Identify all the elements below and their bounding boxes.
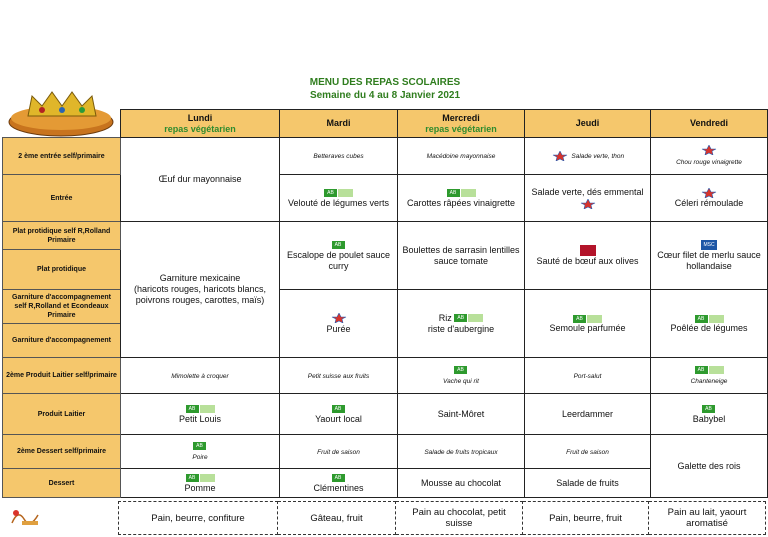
- dish-text: Fruit de saison: [566, 448, 609, 456]
- cell-mardi-entree2: [280, 138, 398, 175]
- local-star-icon: [700, 145, 718, 155]
- cell-mercredi-laitier2: [398, 358, 525, 394]
- cell-lundi-laitier: [121, 394, 280, 435]
- dish-text: Galette des rois: [677, 460, 741, 471]
- day-name: Mercredi: [442, 112, 480, 123]
- cell-jeudi-laitier2: [525, 358, 651, 394]
- local-star-icon: [579, 199, 597, 209]
- dish-text: Velouté de légumes verts: [287, 197, 390, 208]
- cell-lundi-laitier2: [121, 358, 280, 394]
- bio-label-icon: AB: [702, 405, 715, 413]
- gouter-jeudi: Pain, beurre, fruit: [523, 502, 649, 535]
- dish-text: Petit suisse aux fruits: [307, 372, 370, 380]
- bio-label-icon: [200, 405, 215, 413]
- cell-jeudi-plat: [525, 222, 651, 290]
- vegetarian-tag: repas végétarien: [425, 123, 497, 134]
- cell-mercredi-dessert: [398, 469, 525, 498]
- day-header-jeudi: [525, 110, 651, 138]
- cell-lundi-dessert2: [121, 435, 280, 469]
- dish-text: Garniture mexicaine: [159, 273, 241, 283]
- cell-jeudi-dessert: [525, 469, 651, 498]
- local-star-icon: [700, 188, 718, 198]
- dish-text: Babybel: [692, 413, 726, 424]
- dish-text: Mimolette à croquer: [171, 372, 229, 380]
- dish-text: Clémentines: [313, 482, 364, 493]
- dish-text: Yaourt local: [315, 413, 362, 424]
- bio-label-icon: AB: [332, 241, 345, 249]
- dish-text: Semoule parfumée: [549, 323, 626, 333]
- dish-text: Cœur filet de merlu sauce hollandaise: [657, 250, 761, 271]
- row-header-dessert: Dessert: [3, 469, 121, 498]
- msc-fish-icon: MSC: [701, 240, 717, 250]
- dish-text: Fruit de saison: [317, 448, 360, 456]
- gouter-vendredi: Pain au lait, yaourt aromatisé: [649, 502, 766, 535]
- bio-label-icon: AB: [332, 474, 345, 482]
- dish-text: Saint-Môret: [437, 408, 485, 419]
- menu-title: [240, 76, 530, 102]
- cell-lundi-entree: [121, 138, 280, 222]
- bio-label-icon: [587, 315, 602, 323]
- dish-text: Leerdammer: [561, 408, 614, 419]
- gouter-mardi: Gâteau, fruit: [278, 502, 396, 535]
- cell-vendredi-dessert: [651, 435, 768, 498]
- cell-vendredi-laitier2: [651, 358, 768, 394]
- dish-text: Betteraves cubes: [313, 153, 364, 160]
- bio-label-icon: AB: [186, 405, 199, 413]
- beef-origin-icon: [580, 245, 596, 256]
- dish-text: Petit Louis: [178, 413, 222, 424]
- day-header-lundi: [121, 110, 280, 138]
- row-header-entree: Entrée: [3, 175, 121, 222]
- dish-text: Chou rouge vinaigrette: [676, 158, 742, 166]
- cell-jeudi-entree: [525, 175, 651, 222]
- day-header-mercredi: [398, 110, 525, 138]
- gouter-signature-icon: [8, 505, 44, 529]
- dish-text: Boulettes de sarrasin lentilles sauce tomate: [402, 244, 520, 266]
- table-corner: [3, 110, 121, 138]
- cell-mercredi-garniture: [398, 290, 525, 358]
- cell-jeudi-dessert2: [525, 435, 651, 469]
- cell-mercredi-dessert2: [398, 435, 525, 469]
- vegetarian-tag: repas végétarien: [164, 123, 236, 134]
- gouter-mercredi: Pain au chocolat, petit suisse: [396, 502, 523, 535]
- bio-label-icon: AB: [454, 366, 467, 374]
- dish-text: Carottes râpées vinaigrette: [406, 197, 516, 208]
- local-star-icon: [551, 151, 569, 161]
- dish-text: Chanteneige: [690, 377, 728, 385]
- cell-jeudi-entree2: [525, 138, 651, 175]
- day-header-vendredi: [651, 110, 768, 138]
- dish-text: Salade verte, thon: [571, 153, 625, 160]
- title-line2: Semaine du 4 au 8 Janvier 2021: [309, 90, 461, 101]
- dish-text: Salade de fruits tropicaux: [424, 448, 498, 456]
- menu-table: [2, 109, 768, 498]
- title-line1: MENU DES REPAS SCOLAIRES: [309, 77, 461, 88]
- row-header-laitier: Produit Laitier: [3, 394, 121, 435]
- cell-mardi-laitier2: [280, 358, 398, 394]
- row-header-entree2: 2 ème entrée self/primaire: [3, 138, 121, 175]
- cell-mardi-plat: [280, 222, 398, 290]
- dish-text: Poire: [192, 453, 208, 461]
- gouter-table: [118, 501, 766, 535]
- cell-vendredi-plat: [651, 222, 768, 290]
- cell-mardi-dessert2: [280, 435, 398, 469]
- day-header-mardi: [280, 110, 398, 138]
- dish-text: Escalope de poulet sauce curry: [286, 249, 391, 271]
- day-name: Mardi: [326, 118, 351, 128]
- dish-text: Salade de fruits: [556, 477, 619, 488]
- cell-lundi-plat: [121, 222, 280, 358]
- dish-text: Vache qui rit: [443, 377, 479, 385]
- gouter-lundi: Pain, beurre, confiture: [119, 502, 278, 535]
- cell-mardi-entree: [280, 175, 398, 222]
- day-name: Lundi: [187, 112, 213, 123]
- bio-label-icon: AB: [447, 189, 460, 197]
- dish-text: riste d'aubergine: [427, 323, 495, 334]
- bio-label-icon: AB: [186, 474, 199, 482]
- cell-jeudi-laitier: [525, 394, 651, 435]
- cell-mercredi-entree2: [398, 138, 525, 175]
- local-star-icon: [330, 313, 348, 323]
- cell-vendredi-entree2: [651, 138, 768, 175]
- cell-mardi-laitier: [280, 394, 398, 435]
- cell-vendredi-entree: [651, 175, 768, 222]
- day-name: Jeudi: [575, 118, 600, 128]
- bio-label-icon: [468, 314, 483, 322]
- row-header-plat-self: Plat protidique self R,Rolland Primaire: [3, 222, 121, 250]
- cell-mardi-dessert: [280, 469, 398, 498]
- bio-label-icon: AB: [324, 189, 337, 197]
- bio-label-icon: AB: [695, 366, 708, 374]
- dish-text: Mousse au chocolat: [420, 477, 502, 488]
- dish-text: Céleri rémoulade: [674, 198, 744, 208]
- dish-text: Purée: [326, 323, 351, 334]
- row-header-garniture-self: Garniture d'accompagnement self R,Rolland et Econdeaux Primaire: [3, 290, 121, 324]
- bio-label-icon: [709, 366, 724, 374]
- cell-lundi-dessert: [121, 469, 280, 498]
- bio-label-icon: AB: [332, 405, 345, 413]
- bio-label-icon: AB: [573, 315, 586, 323]
- dish-text: Œuf dur mayonnaise: [158, 174, 242, 184]
- bio-label-icon: AB: [695, 315, 708, 323]
- cell-mercredi-laitier: [398, 394, 525, 435]
- dish-text: Pomme: [184, 482, 216, 493]
- cell-vendredi-laitier: [651, 394, 768, 435]
- bio-label-icon: [709, 315, 724, 323]
- dish-text: Sauté de bœuf aux olives: [536, 255, 639, 266]
- bio-label-icon: [338, 189, 353, 197]
- dish-detail: (haricots rouges, haricots blancs, poivrons rouges, carottes, maïs): [133, 284, 267, 305]
- row-header-dessert2: 2ème Dessert self/primaire: [3, 435, 121, 469]
- cell-mercredi-entree: [398, 175, 525, 222]
- bio-label-icon: [200, 474, 215, 482]
- dish-text: Poêlée de légumes: [670, 323, 748, 333]
- bio-label-icon: AB: [454, 314, 467, 322]
- cell-jeudi-garniture: [525, 290, 651, 358]
- dish-text: Riz: [438, 312, 452, 323]
- row-header-garniture: Garniture d'accompagnement: [3, 324, 121, 358]
- dish-text: Port-salut: [573, 372, 602, 380]
- cell-mercredi-plat: [398, 222, 525, 290]
- cell-mardi-garniture: [280, 290, 398, 358]
- row-header-laitier2: 2ème Produit Laitier self/primaire: [3, 358, 121, 394]
- day-name: Vendredi: [689, 118, 728, 128]
- dish-text: Macédoine mayonnaise: [426, 153, 496, 160]
- bio-label-icon: [461, 189, 476, 197]
- cell-vendredi-garniture: [651, 290, 768, 358]
- dish-text: Salade verte, dés emmental: [531, 187, 644, 197]
- row-header-plat: Plat protidique: [3, 250, 121, 290]
- bio-label-icon: AB: [193, 442, 206, 450]
